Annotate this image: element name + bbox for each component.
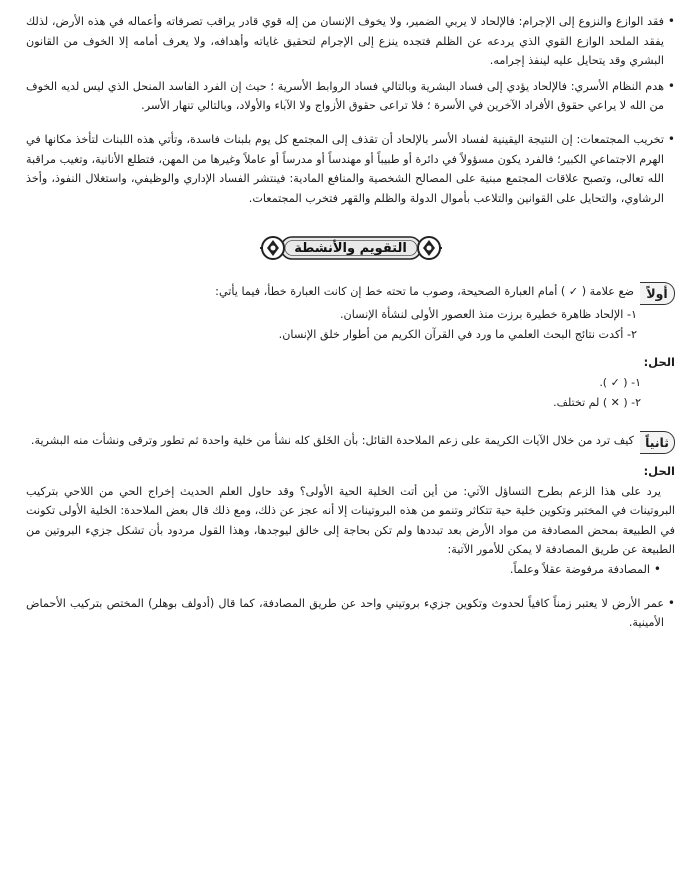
list-item: ١- الإلحاد ظاهرة خطيرة برزت منذ العصور الأولى لنشأة الإنسان. <box>340 308 637 322</box>
question-2 <box>26 431 675 633</box>
answer-paragraph: يرد على هذا الزعم بطرح التساؤل الآتي: من أين أتت الخلية الحية الأولى؟ وقد حاول العلم الحديث إخراج الحي من اللاحي بتركيب البروتينات في المختبر وتكوين خلية حية تتكاثر وتنمو من هذه البروتينات إلا أنه عجز عن ذلك، ومع ذلك قال بعض الملاحدة: الخلية الأولى تكونت في الطبيعة بمحض المصادفة من مواد الأرض بعد تبددها ولم تكن بحاجة إلى خالق ليوجدها، وهذا القول مردود بأن تشكل جزيء البروتين من الطبيعة عن طريق المصادفة لا يمكن للأمور الآتية: <box>26 484 675 557</box>
question-badge: أولاً <box>640 282 675 305</box>
solution-label: الحل: <box>643 354 675 369</box>
question-1 <box>26 282 675 412</box>
answer-item: ٢- ( ✕ ) لم تختلف. <box>553 395 641 409</box>
list-item: • فقد الوازع والنزوع إلى الإجرام: فالإلحاد لا يربي الضمير، ولا يخوف الإنسان من إله قوي قادر يراقب تصرفاته وأعماله في هذه الأرض، لذلك يفقد الملحد الوازع القوي الذي يردعه عن الظلم فتجده ينزع إلى الإجرام لتحقيق غاياته وأهدافه، ولا يعرف أمامه إلا الخوف من القانون البشري وقد يتحايل عليه لينفذ إجرامه. <box>26 12 675 71</box>
question-badge: ثانياً <box>640 431 675 454</box>
intro-section <box>26 12 675 208</box>
question-items <box>26 305 637 344</box>
section-title: التقويم والأنشطة <box>294 240 407 256</box>
list-item: ٢- أكدت نتائج البحث العلمي ما ورد في القرآن الكريم من أطوار خلق الإنسان. <box>278 327 637 341</box>
list-item: • هدم النظام الأسري: فالإلحاد يؤدي إلى فساد البشرية وبالتالي فساد الروابط الأسرية ؛ حيث إن الفرد الفاسد المنحل الذي ليس لديه الخوف من الله لا يراعي حقوق الأفراد الآخرين في الأسرة ؛ فلا تراعى حقوق الأزواج ولا الآباء والأولاد، وبالتالي تنهار الأسر. <box>26 77 675 116</box>
section-banner <box>259 228 443 268</box>
answer-item: ١- ( ✓ ). <box>599 375 641 389</box>
question-text: كيف ترد من خلال الآيات الكريمة على زعم الملاحدة القائل: بأن الخَلق كله نشأ من خلية واحدة ثم تطور وترقى ونشأت منه البشرية. <box>30 433 634 447</box>
question-text: ضع علامة ( ✓ ) أمام العبارة الصحيحة، وصوب ما تحته خط إن كانت العبارة خطأ، فيما يأتي: <box>215 285 634 299</box>
answers <box>26 373 641 413</box>
solution-label: الحل: <box>643 463 675 478</box>
list-item: • المصادفة مرفوضة عقلاً وعلماً. <box>26 560 661 580</box>
list-item: • عمر الأرض لا يعتبر زمناً كافياً لحدوث وتكوين جزيء بروتيني واحد عن طريق المصادفة، كما قال (أدولف بوهلر) المختص بتركيب الأحماض الأمينية. <box>26 594 675 633</box>
list-item: • تخريب المجتمعات: إن النتيجة اليقينية لفساد الأسر بالإلحاد أن تقذف إلى المجتمع كل يوم بلبنات فاسدة، وتأتي هذه اللبنات لتأخذ مكانها في الهرم الاجتماعي الكبير؛ فالفرد يكون مسؤولاً في دائرة أو طبيباً أو مهندساً أو مدرساً أو عاملاً وغيرها من المهن، فتطلع الأنانية، وتغيب مراقبة الله تعالى، وتصبح علاقات المجتمع مبنية على المصالح الشخصية والمنافع المادية: فينتشر الفساد الإداري والوظيفي، واستغلال النفوذ، وأخذ الرشاوي، والتحايل على القوانين والتلاعب بأموال الدولة والظلم والقهر فتخرب المجتمعات. <box>26 130 675 208</box>
